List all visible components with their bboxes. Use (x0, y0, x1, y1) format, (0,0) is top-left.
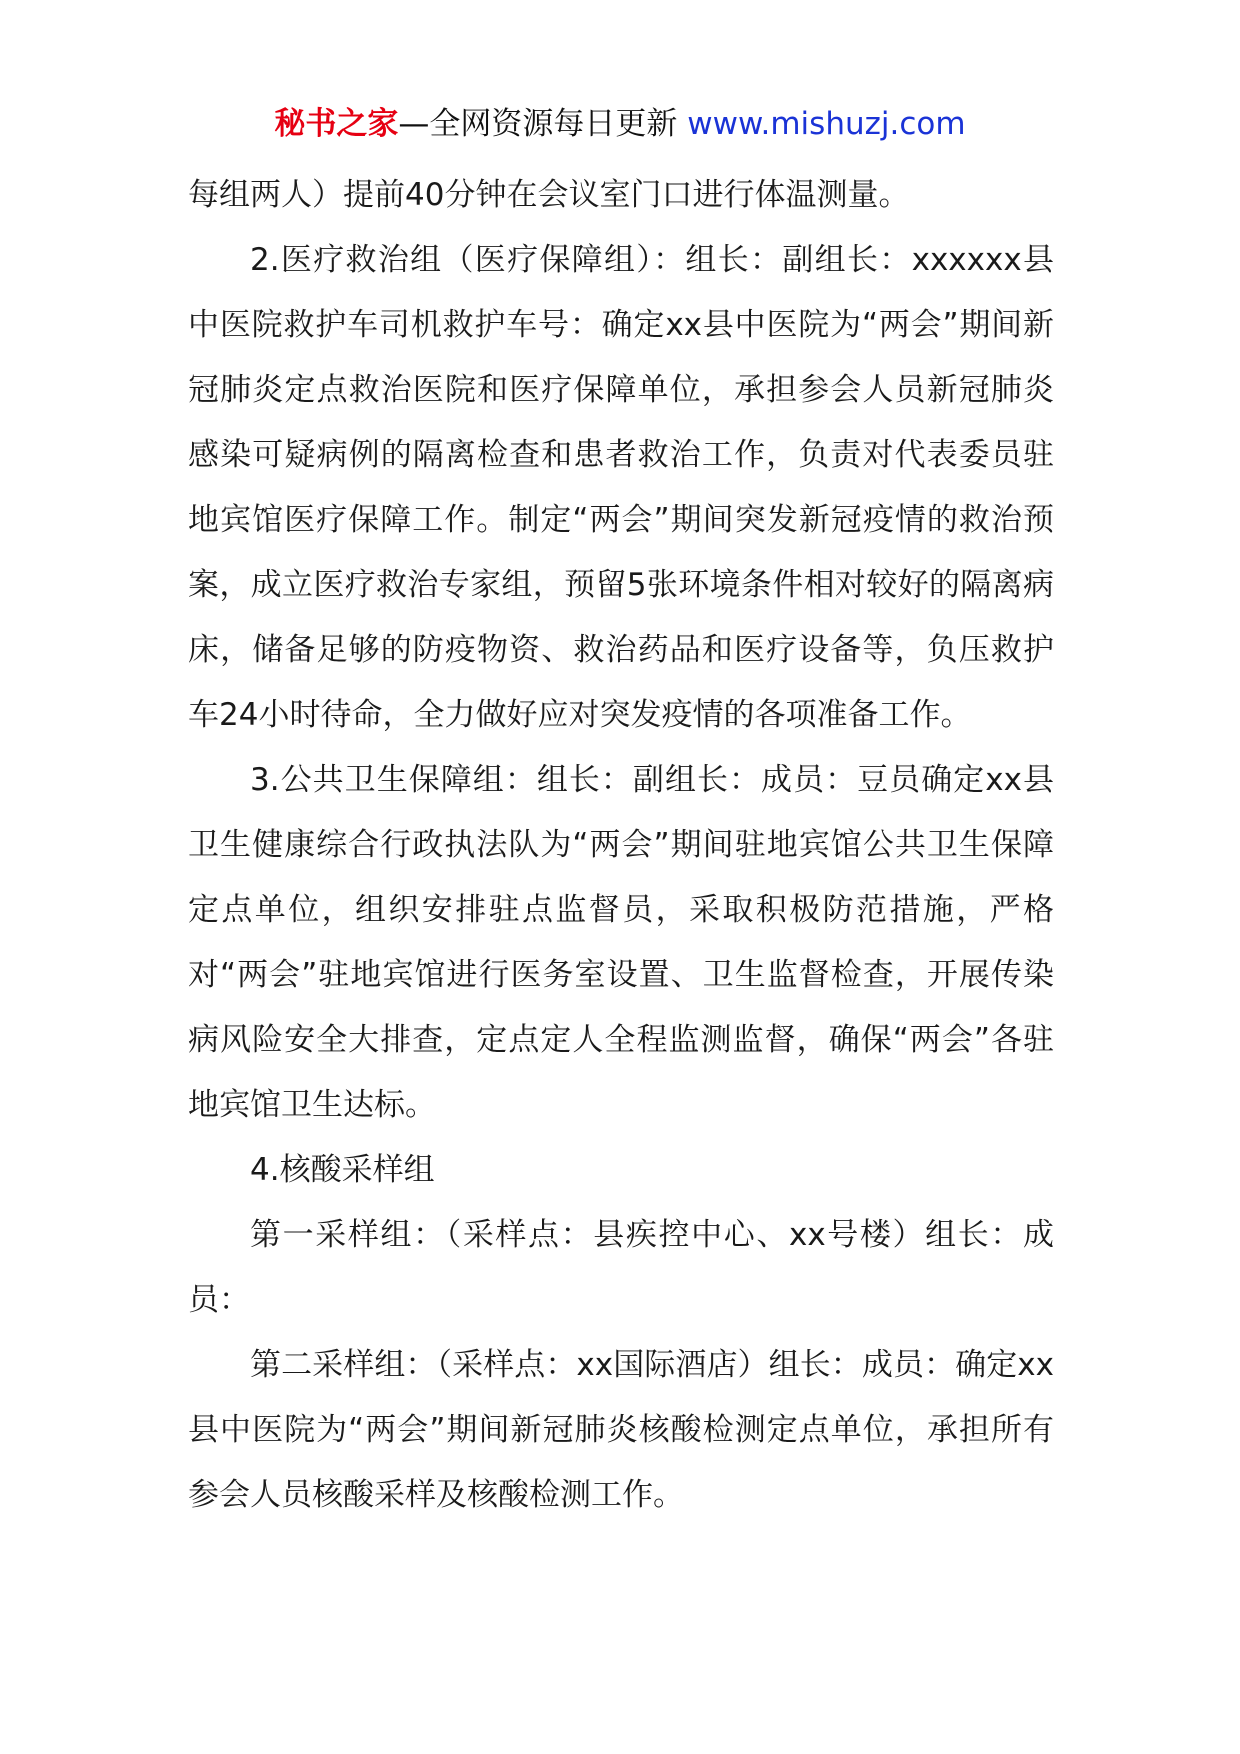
paragraph-nucleic-acid-heading: 4.核酸采样组 (250, 1152, 435, 1188)
paragraph-continuation: 每组两人）提前40分钟在会议室门口进行体温测量。 (188, 177, 910, 213)
paragraph-public-health-group: 3.公共卫生保障组：组长：副组长：成员：豆员确定xx县卫生健康综合行政执法队为“两会”期间驻地宾馆公共卫生保障定点单位，组织安排驻点监督员，采取积极防范措施，严格对“两会”驻地宾馆进行医务室设置、卫生监督检查，开展传染病风险安全大排查，定点定人全程监测监督，确保“两会”各驻地宾馆卫生达标。 (188, 762, 1054, 1123)
brand-name: 秘书之家 (274, 106, 399, 142)
paragraph-sampling-group-2: 第二采样组：（采样点：xx国际酒店）组长：成员：确定xx县中医院为“两会”期间新冠肺炎核酸检测定点单位，承担所有参会人员核酸采样及核酸检测工作。 (188, 1347, 1054, 1513)
paragraph-medical-treatment-group: 2.医疗救治组（医疗保障组）：组长：副组长：xxxxxx县中医院救护车司机救护车号：确定xx县中医院为“两会”期间新冠肺炎定点救治医院和医疗保障单位，承担参会人员新冠肺炎感染可疑病例的隔离检查和患者救治工作，负责对代表委员驻地宾馆医疗保障工作。制定“两会”期间突发新冠疫情的救治预案，成立医疗救治专家组，预留5张环境条件相对较好的隔离病床，储备足够的防疫物资、救治药品和医疗设备等，负压救护车24小时待命，全力做好应对突发疫情的各项准备工作。 (188, 242, 1054, 733)
paragraph-sampling-group-1: 第一采样组：（采样点：县疾控中心、xx号楼）组长：成员： (188, 1217, 1054, 1318)
website-link[interactable]: www.mishuzj.com (687, 106, 966, 142)
document-body (188, 163, 1054, 1528)
header-tagline: —全网资源每日更新 (398, 106, 688, 142)
page-header (0, 102, 1240, 146)
